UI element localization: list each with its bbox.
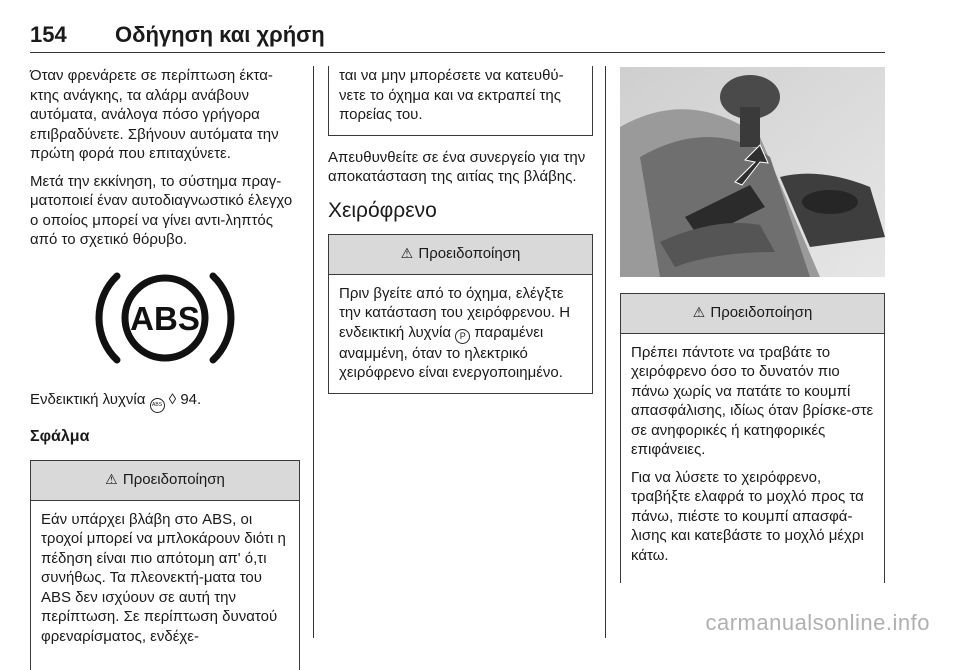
warning-box-handbrake-use: [620, 293, 885, 583]
warning-box-handbrake-check: [328, 234, 593, 394]
handbrake-photo: [620, 67, 885, 277]
warning-title: Προειδοποίηση: [710, 304, 812, 321]
indicator-text: Ενδεικτική λυχνία: [30, 391, 145, 408]
paragraph-emergency-braking: Όταν φρενάρετε σε περίπτωση έκτα-κτης ανάγκης, τα αλάρμ ανάβουν αυτόματα, ανάλογα πόσο γρήγορα επιβραδύνετε. Σβήνουν αυτόματα την πρώτη φορά που επιταχύνετε.: [30, 66, 300, 164]
warning-body: [31, 501, 299, 670]
column-divider-2: [605, 66, 606, 638]
warning-paragraph-2: Για να λύσετε το χειρόφρενο, τραβήξτε ελαφρά το μοχλό προς τα πάνω, πιέστε το κουμπί απασφά-λισης και κατεβάστε το μοχλό μέχρι κάτω.: [631, 468, 874, 566]
abs-indicator-icon: ABS: [150, 398, 165, 413]
page-reference-arrow-icon: ◊: [169, 391, 176, 408]
warning-triangle-icon: ⚠: [693, 304, 706, 320]
column-3: [620, 293, 885, 583]
header-rule: [30, 52, 885, 53]
warning-text-continued: ται να μην μπορέσετε να κατευθύ-νετε το όχημα και να εκτραπεί της πορείας του.: [339, 67, 564, 123]
warning-header: [31, 461, 299, 501]
warning-header: [329, 235, 592, 275]
warning-triangle-icon: ⚠: [105, 471, 118, 487]
handbrake-heading: Χειρόφρενο: [328, 201, 593, 221]
paragraph-workshop: Απευθυνθείτε σε ένα συνεργείο για την αποκατάσταση της αιτίας της βλάβης.: [328, 148, 593, 187]
page-number: 154: [30, 22, 67, 48]
abs-logo: [30, 266, 300, 370]
warning-body: [621, 334, 884, 584]
paragraph-self-diagnosis: Μετά την εκκίνηση, το σύστημα πραγ-ματοποιεί έναν αυτοδιαγνωστικό έλεγχο ο οποίος μπορεί να γίνει αντι-ληπτός από το σχετικό θόρυβο.: [30, 172, 300, 250]
warning-box-continued: [328, 66, 593, 136]
fault-heading: Σφάλμα: [30, 427, 300, 447]
parking-brake-indicator-icon: P: [455, 329, 470, 344]
column-divider-1: [313, 66, 314, 638]
page-title: Οδήγηση και χρήση: [115, 22, 325, 48]
watermark: carmanualsonline.info: [705, 610, 930, 636]
column-2: [328, 66, 593, 394]
warning-paragraph-1: Πρέπει πάντοτε να τραβάτε το χειρόφρενο όσο το δυνατόν πιο πάνω χωρίς να πατάτε το κουμπί απασφάλισης, ιδίως όταν βρίσκε-στε σε ανηφορικές ή κατηφορικές επιφάνειες.: [631, 343, 874, 460]
warning-title: Προειδοποίηση: [123, 471, 225, 488]
warning-body: [329, 275, 592, 393]
warning-triangle-icon: ⚠: [401, 245, 414, 261]
column-1: [30, 66, 300, 670]
warning-text: Εάν υπάρχει βλάβη στο ABS, οι τροχοί μπορεί να μπλοκάρουν διότι η πέδηση είναι πιο απότομη απ' ό,τι συνήθως. Τα πλεονεκτή-ματα του ABS δεν ισχύουν σε αυτή την περίπτωση. Σε περίπτωση δυνατού φρεναρίσματος, ενδέχε-: [41, 511, 286, 645]
abs-logo-text: ABS: [130, 300, 200, 337]
indicator-reference: [30, 390, 300, 413]
warning-text: Πριν βγείτε από το όχημα, ελέγξτε την κατάσταση του χειρόφρενου. Η ενδεικτική λυχνία: [339, 285, 570, 341]
warning-text-end: παραμένει αναμμένη, όταν το ηλεκτρικό χειρόφρενο είναι ενεργοποιημένο.: [339, 324, 563, 382]
warning-header: [621, 294, 884, 334]
warning-box-abs-fault: [30, 460, 300, 670]
handbrake-illustration: [620, 67, 885, 277]
indicator-page-ref[interactable]: 94.: [180, 391, 201, 408]
warning-title: Προειδοποίηση: [418, 245, 520, 262]
abs-indicator-icon: [95, 266, 235, 370]
